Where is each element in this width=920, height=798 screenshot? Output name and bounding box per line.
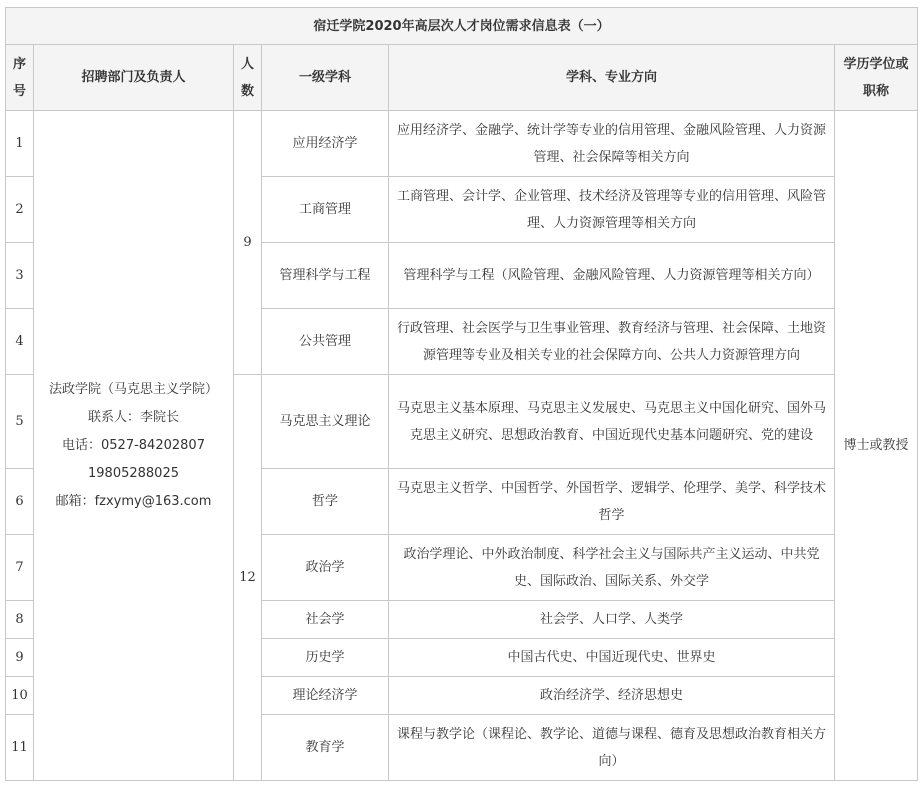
row-no: 4: [6, 309, 34, 375]
row-direction: 政治学理论、中外政治制度、科学社会主义与国际共产主义运动、中共党史、国际政治、国际关系、外交学: [389, 535, 835, 601]
row-discipline: 政治学: [262, 535, 389, 601]
row-discipline: 社会学: [262, 601, 389, 639]
row-direction: 行政管理、社会医学与卫生事业管理、教育经济与管理、社会保障、土地资源管理等专业及相关专业的社会保障方向、公共人力资源管理方向: [389, 309, 835, 375]
row-no: 3: [6, 243, 34, 309]
row-discipline: 理论经济学: [262, 677, 389, 715]
row-discipline: 历史学: [262, 639, 389, 677]
header-dept: 招聘部门及负责人: [34, 45, 234, 111]
row-direction: 政治经济学、经济思想史: [389, 677, 835, 715]
row-direction: 中国古代史、中国近现代史、世界史: [389, 639, 835, 677]
row-direction: 管理科学与工程（风险管理、金融风险管理、人力资源管理等相关方向）: [389, 243, 835, 309]
count-group-2: 12: [234, 375, 262, 781]
header-direction: 学科、专业方向: [389, 45, 835, 111]
row-direction: 马克思主义哲学、中国哲学、外国哲学、逻辑学、伦理学、美学、科学技术哲学: [389, 469, 835, 535]
talent-demand-table: [5, 7, 918, 781]
row-direction: 社会学、人口学、人类学: [389, 601, 835, 639]
row-no: 7: [6, 535, 34, 601]
dept-contact-cell: [34, 111, 234, 781]
count-group-1: 9: [234, 111, 262, 375]
row-direction: 应用经济学、金融学、统计学等专业的信用管理、金融风险管理、人力资源管理、社会保障等相关方向: [389, 111, 835, 177]
dept-name: 法政学院（马克思主义学院）: [48, 381, 218, 397]
dept-phone: 电话：0527-84202807: [62, 437, 205, 453]
table-title: 宿迁学院2020年高层次人才岗位需求信息表（一）: [6, 8, 918, 45]
row-discipline: 应用经济学: [262, 111, 389, 177]
dept-email: 邮箱：fzxymy@163.com: [55, 493, 212, 509]
header-no: 序号: [6, 45, 34, 111]
table-row: [6, 111, 918, 177]
dept-mobile: 19805288025: [88, 465, 179, 481]
row-direction: 课程与教学论（课程论、教学论、道德与课程、德育及思想政治教育相关方向）: [389, 715, 835, 781]
row-no: 5: [6, 375, 34, 469]
row-no: 2: [6, 177, 34, 243]
row-discipline: 公共管理: [262, 309, 389, 375]
degree-cell: 博士或教授: [835, 111, 918, 781]
header-discipline: 一级学科: [262, 45, 389, 111]
row-discipline: 哲学: [262, 469, 389, 535]
row-no: 8: [6, 601, 34, 639]
row-discipline: 工商管理: [262, 177, 389, 243]
header-count: 人数: [234, 45, 262, 111]
row-direction: 工商管理、会计学、企业管理、技术经济及管理等专业的信用管理、风险管理、人力资源管理等相关方向: [389, 177, 835, 243]
dept-contact-person: 联系人：李院长: [87, 409, 179, 425]
header-degree: 学历学位或职称: [835, 45, 918, 111]
row-no: 6: [6, 469, 34, 535]
row-no: 9: [6, 639, 34, 677]
row-discipline: 马克思主义理论: [262, 375, 389, 469]
row-direction: 马克思主义基本原理、马克思主义发展史、马克思主义中国化研究、国外马克思主义研究、思想政治教育、中国近现代史基本问题研究、党的建设: [389, 375, 835, 469]
row-no: 10: [6, 677, 34, 715]
row-no: 1: [6, 111, 34, 177]
row-no: 11: [6, 715, 34, 781]
row-discipline: 教育学: [262, 715, 389, 781]
row-discipline: 管理科学与工程: [262, 243, 389, 309]
